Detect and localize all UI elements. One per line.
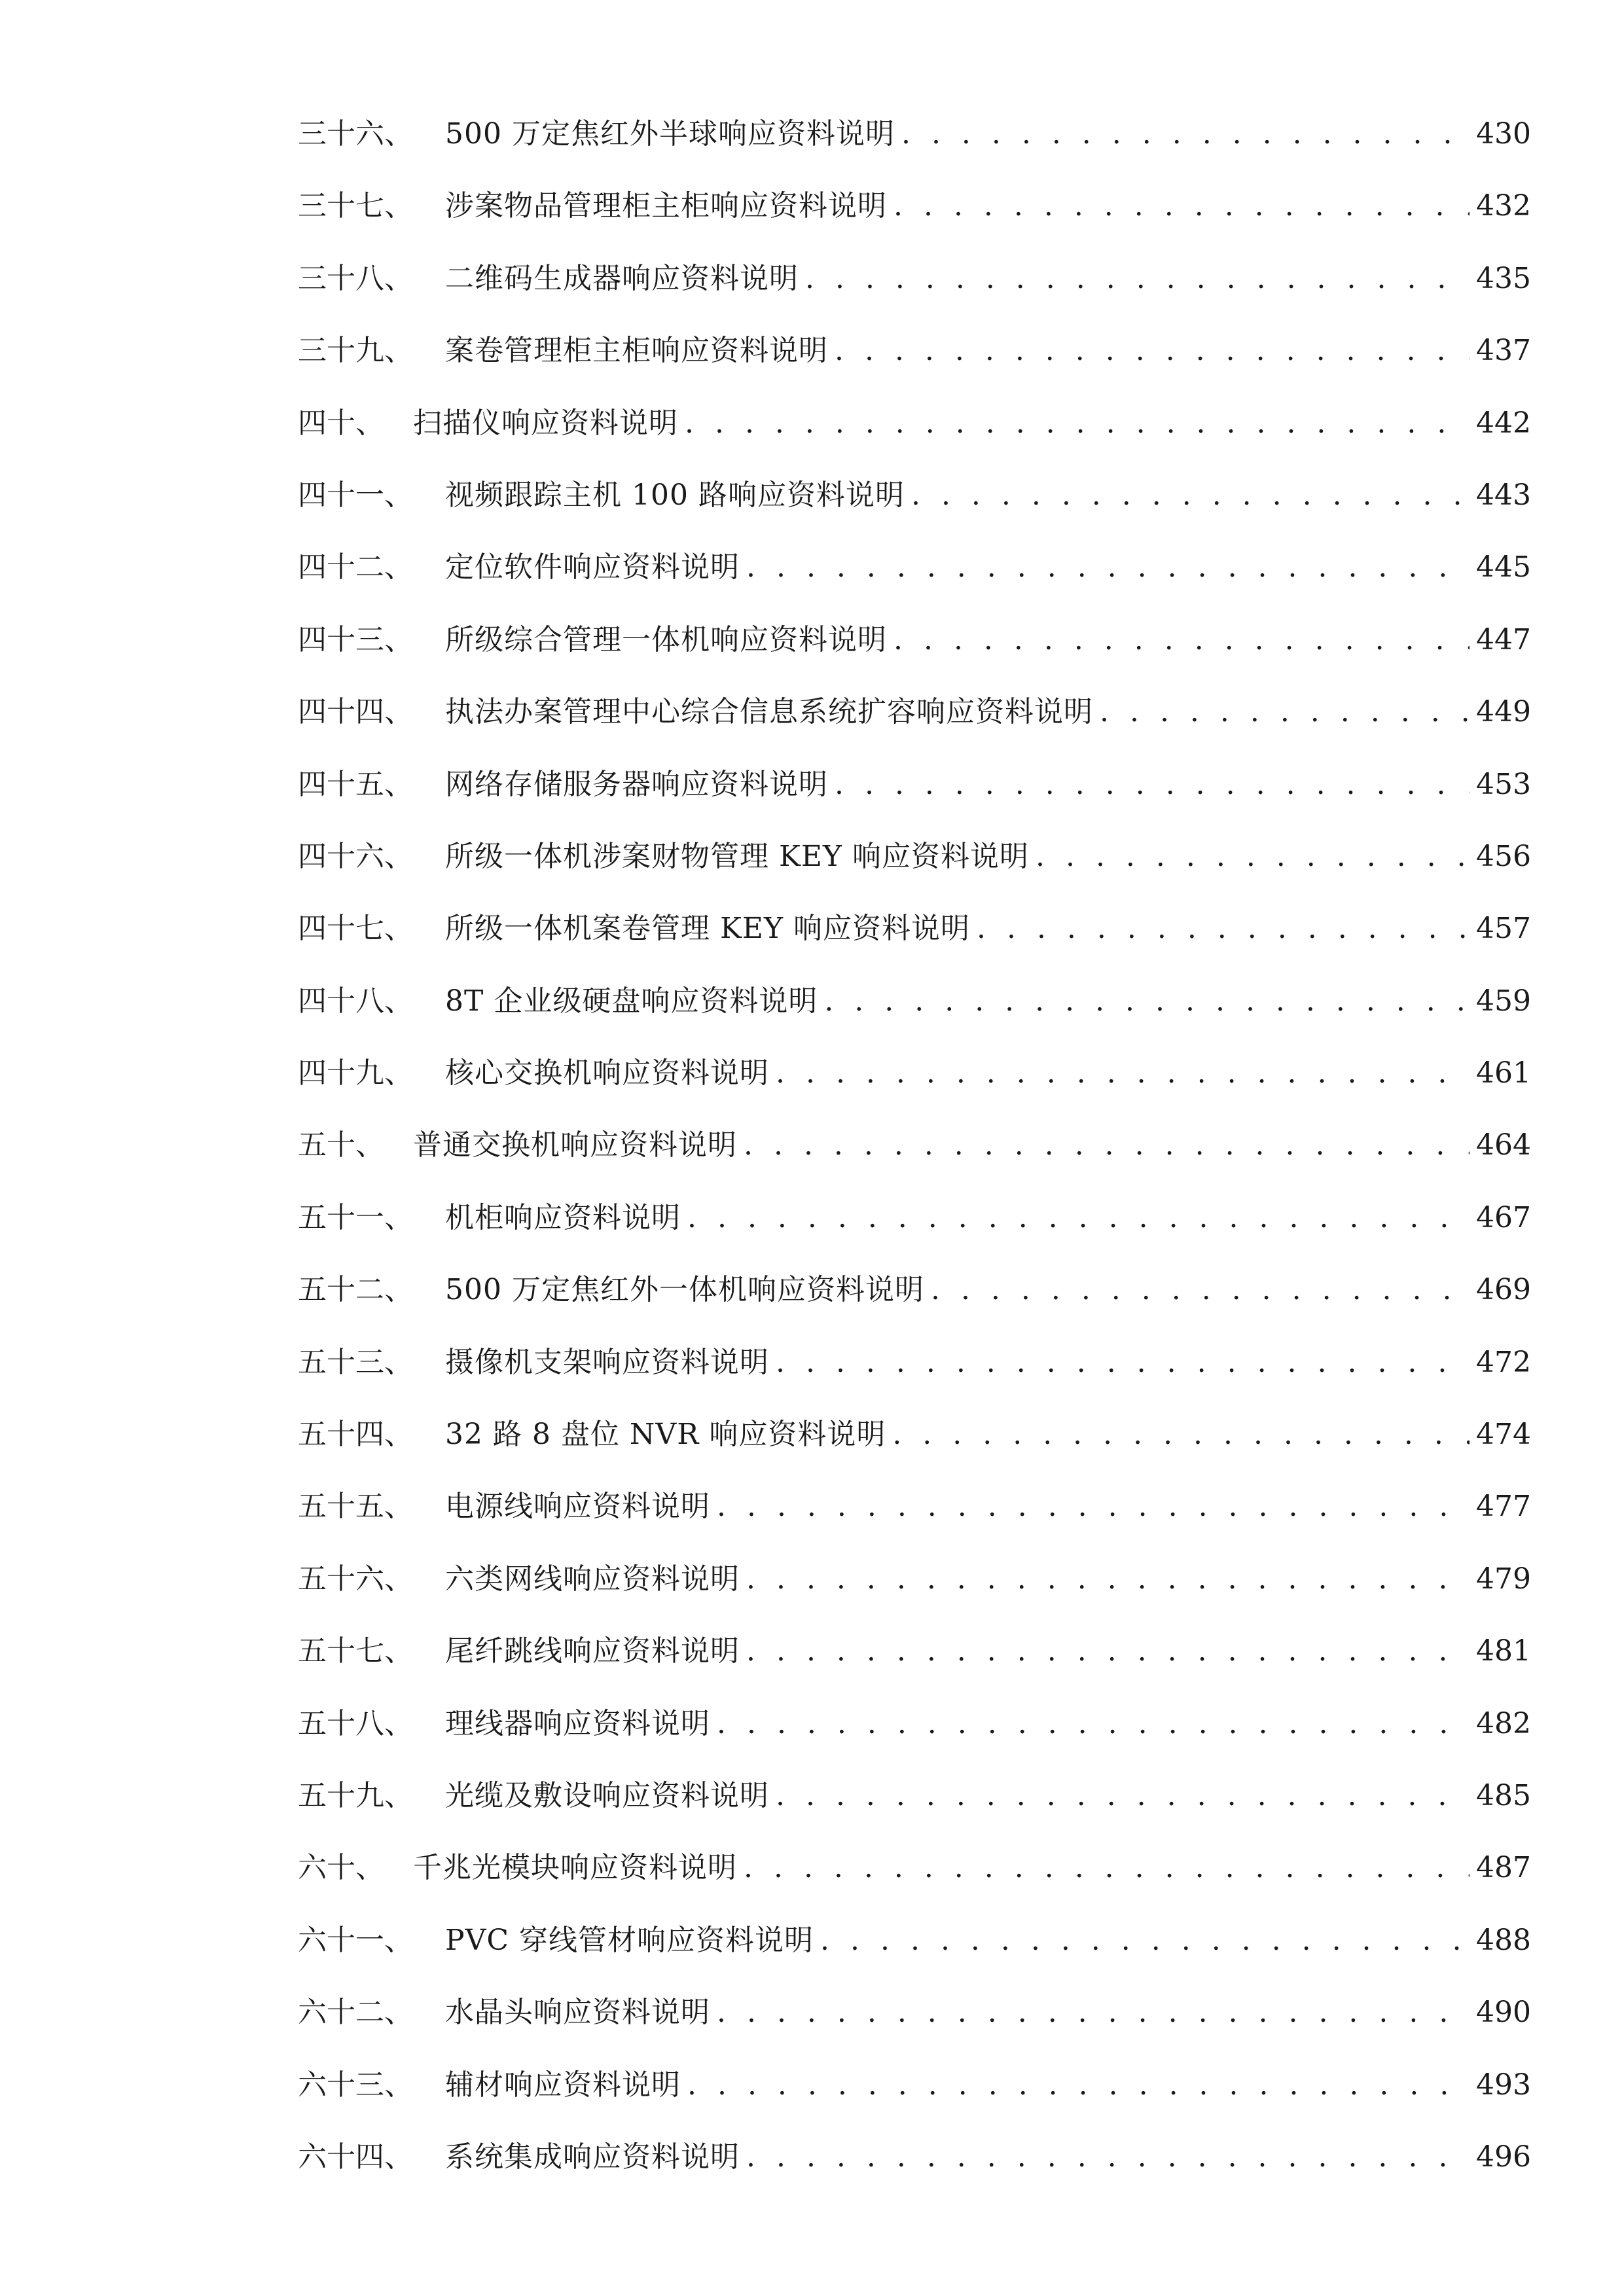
toc-entry[interactable] xyxy=(298,2121,1531,2193)
toc-dot-leader xyxy=(911,459,1470,531)
toc-entry-number: 五十二、 xyxy=(298,1273,413,1307)
toc-entry-number: 三十七、 xyxy=(298,189,413,223)
toc-dot-leader xyxy=(893,604,1470,676)
toc-entry-number: 六十二、 xyxy=(298,1996,413,2030)
toc-entry-page: 479 xyxy=(1476,1562,1531,1596)
toc-entry-title: 普通交换机响应资料说明 xyxy=(413,1128,737,1162)
toc-entry[interactable] xyxy=(298,531,1531,603)
toc-entry-title: 扫描仪响应资料说明 xyxy=(413,406,678,440)
toc-entry-title: 尾纤跳线响应资料说明 xyxy=(445,1634,740,1668)
toc-entry-page: 443 xyxy=(1476,478,1531,512)
toc-dot-leader xyxy=(687,1182,1470,1254)
toc-entry[interactable] xyxy=(298,98,1531,170)
toc-entry-number: 三十九、 xyxy=(298,334,413,368)
toc-entry-number: 五十八、 xyxy=(298,1706,413,1740)
toc-entry-page: 456 xyxy=(1476,839,1531,873)
toc-entry-page: 432 xyxy=(1476,189,1531,223)
toc-entry[interactable] xyxy=(298,315,1531,387)
toc-entry[interactable] xyxy=(298,1977,1531,2049)
toc-entry-title: 千兆光模块响应资料说明 xyxy=(413,1851,737,1885)
toc-entry[interactable] xyxy=(298,676,1531,748)
toc-entry[interactable] xyxy=(298,1832,1531,1904)
toc-entry[interactable] xyxy=(298,1760,1531,1832)
toc-entry-page: 488 xyxy=(1476,1923,1531,1957)
toc-entry[interactable] xyxy=(298,821,1531,893)
toc-dot-leader xyxy=(892,1399,1470,1471)
toc-dot-leader xyxy=(977,893,1470,965)
toc-entry-page: 482 xyxy=(1476,1706,1531,1740)
toc-entry-title: 系统集成响应资料说明 xyxy=(445,2140,740,2174)
toc-entry-page: 474 xyxy=(1476,1418,1531,1452)
toc-dot-leader xyxy=(746,1543,1470,1615)
toc-entry[interactable] xyxy=(298,749,1531,821)
toc-entry-title: 500 万定焦红外一体机响应资料说明 xyxy=(445,1273,924,1307)
toc-entry-page: 430 xyxy=(1476,117,1531,151)
toc-entry[interactable] xyxy=(298,1543,1531,1615)
toc-dot-leader xyxy=(835,749,1470,821)
toc-entry-title: 光缆及敷设响应资料说明 xyxy=(445,1778,769,1812)
toc-entry-title: 六类网线响应资料说明 xyxy=(445,1562,740,1596)
toc-entry-title: 核心交换机响应资料说明 xyxy=(445,1056,769,1090)
toc-entry-page: 437 xyxy=(1476,334,1531,368)
toc-entry-title: 案卷管理柜主柜响应资料说明 xyxy=(445,334,828,368)
toc-dot-leader xyxy=(685,387,1470,459)
toc-entry-number: 四十四、 xyxy=(298,695,413,729)
toc-entry[interactable] xyxy=(298,1399,1531,1471)
toc-entry-title: 32 路 8 盘位 NVR 响应资料说明 xyxy=(445,1418,886,1452)
toc-entry[interactable] xyxy=(298,893,1531,965)
toc-entry-page: 442 xyxy=(1476,406,1531,440)
toc-dot-leader xyxy=(717,1471,1470,1543)
toc-entry[interactable] xyxy=(298,243,1531,315)
toc-dot-leader xyxy=(717,1977,1470,2049)
toc-entry-page: 467 xyxy=(1476,1200,1531,1234)
toc-dot-leader xyxy=(717,1688,1470,1760)
toc-entry-number: 五十六、 xyxy=(298,1562,413,1596)
table-of-contents xyxy=(298,98,1531,2193)
toc-entry-number: 四十五、 xyxy=(298,767,413,801)
toc-dot-leader xyxy=(824,965,1470,1037)
toc-entry-page: 472 xyxy=(1476,1345,1531,1379)
toc-entry[interactable] xyxy=(298,1327,1531,1399)
toc-dot-leader xyxy=(746,531,1470,603)
toc-dot-leader xyxy=(744,1109,1470,1181)
toc-dot-leader xyxy=(893,170,1470,242)
toc-entry[interactable] xyxy=(298,1182,1531,1254)
toc-entry[interactable] xyxy=(298,1615,1531,1687)
toc-entry[interactable] xyxy=(298,1254,1531,1326)
toc-entry-page: 485 xyxy=(1476,1778,1531,1812)
toc-dot-leader xyxy=(687,2049,1470,2121)
toc-entry-page: 496 xyxy=(1476,2140,1531,2174)
toc-entry-title: 网络存储服务器响应资料说明 xyxy=(445,767,828,801)
toc-entry-title: 摄像机支架响应资料说明 xyxy=(445,1345,769,1379)
toc-dot-leader xyxy=(746,1615,1470,1687)
toc-entry[interactable] xyxy=(298,1109,1531,1181)
toc-entry-number: 六十、 xyxy=(298,1851,384,1885)
toc-dot-leader xyxy=(1100,676,1470,748)
toc-dot-leader xyxy=(901,98,1470,170)
toc-entry-title: 涉案物品管理柜主柜响应资料说明 xyxy=(445,189,887,223)
toc-entry-page: 469 xyxy=(1476,1273,1531,1307)
toc-entry[interactable] xyxy=(298,170,1531,242)
toc-dot-leader xyxy=(931,1254,1470,1326)
toc-entry-title: 机柜响应资料说明 xyxy=(445,1200,681,1234)
toc-entry-page: 477 xyxy=(1476,1490,1531,1524)
toc-entry-number: 六十四、 xyxy=(298,2140,413,2174)
toc-entry[interactable] xyxy=(298,1905,1531,1977)
toc-entry-title: 所级一体机案卷管理 KEY 响应资料说明 xyxy=(445,912,971,946)
toc-entry-number: 六十三、 xyxy=(298,2068,413,2102)
toc-entry-page: 453 xyxy=(1476,767,1531,801)
toc-dot-leader xyxy=(776,1327,1470,1399)
toc-entry-page: 487 xyxy=(1476,1851,1531,1885)
toc-entry-title: 执法办案管理中心综合信息系统扩容响应资料说明 xyxy=(445,695,1093,729)
toc-entry-number: 五十五、 xyxy=(298,1490,413,1524)
toc-entry[interactable] xyxy=(298,604,1531,676)
toc-entry-page: 449 xyxy=(1476,695,1531,729)
toc-entry-number: 四十、 xyxy=(298,406,384,440)
toc-entry[interactable] xyxy=(298,459,1531,531)
toc-dot-leader xyxy=(746,2121,1470,2193)
toc-entry-page: 464 xyxy=(1476,1128,1531,1162)
toc-entry-page: 481 xyxy=(1476,1634,1531,1668)
toc-dot-leader xyxy=(1036,821,1470,893)
toc-entry-title: 8T 企业级硬盘响应资料说明 xyxy=(445,984,818,1018)
toc-entry-number: 五十一、 xyxy=(298,1200,413,1234)
toc-entry-page: 447 xyxy=(1476,622,1531,656)
toc-entry-title: 500 万定焦红外半球响应资料说明 xyxy=(445,117,895,151)
toc-entry-title: 定位软件响应资料说明 xyxy=(445,550,740,584)
toc-entry-number: 四十六、 xyxy=(298,839,413,873)
toc-dot-leader xyxy=(835,315,1470,387)
toc-entry-title: 二维码生成器响应资料说明 xyxy=(445,261,799,295)
toc-entry-number: 四十一、 xyxy=(298,478,413,512)
toc-entry-number: 三十八、 xyxy=(298,261,413,295)
toc-entry-number: 五十七、 xyxy=(298,1634,413,1668)
toc-entry-number: 四十七、 xyxy=(298,912,413,946)
toc-entry-page: 435 xyxy=(1476,261,1531,295)
toc-entry-title: 理线器响应资料说明 xyxy=(445,1706,710,1740)
toc-entry[interactable] xyxy=(298,965,1531,1037)
toc-entry-title: 电源线响应资料说明 xyxy=(445,1490,710,1524)
toc-dot-leader xyxy=(805,243,1470,315)
toc-dot-leader xyxy=(776,1037,1470,1109)
toc-entry[interactable] xyxy=(298,2049,1531,2121)
toc-dot-leader xyxy=(744,1832,1470,1904)
toc-entry[interactable] xyxy=(298,1037,1531,1109)
toc-entry-page: 457 xyxy=(1476,912,1531,946)
toc-entry-page: 461 xyxy=(1476,1056,1531,1090)
toc-entry[interactable] xyxy=(298,1688,1531,1760)
toc-entry-number: 四十九、 xyxy=(298,1056,413,1090)
toc-entry-page: 459 xyxy=(1476,984,1531,1018)
toc-dot-leader xyxy=(776,1760,1470,1832)
toc-entry-title: 水晶头响应资料说明 xyxy=(445,1996,710,2030)
toc-entry-number: 六十一、 xyxy=(298,1923,413,1957)
toc-entry[interactable] xyxy=(298,1471,1531,1543)
toc-entry-number: 五十、 xyxy=(298,1128,384,1162)
toc-entry-page: 445 xyxy=(1476,550,1531,584)
toc-entry-number: 四十二、 xyxy=(298,550,413,584)
toc-entry-title: 辅材响应资料说明 xyxy=(445,2068,681,2102)
toc-entry-title: PVC 穿线管材响应资料说明 xyxy=(445,1923,814,1957)
toc-entry-number: 四十三、 xyxy=(298,622,413,656)
toc-entry-number: 五十三、 xyxy=(298,1345,413,1379)
toc-entry-page: 490 xyxy=(1476,1996,1531,2030)
toc-entry-number: 四十八、 xyxy=(298,984,413,1018)
toc-entry-page: 493 xyxy=(1476,2068,1531,2102)
toc-entry-number: 五十四、 xyxy=(298,1418,413,1452)
toc-dot-leader xyxy=(820,1905,1470,1977)
toc-entry-title: 视频跟踪主机 100 路响应资料说明 xyxy=(445,478,905,512)
toc-entry-number: 五十九、 xyxy=(298,1778,413,1812)
toc-entry-title: 所级综合管理一体机响应资料说明 xyxy=(445,622,887,656)
toc-entry-number: 三十六、 xyxy=(298,117,413,151)
toc-entry-title: 所级一体机涉案财物管理 KEY 响应资料说明 xyxy=(445,839,1030,873)
toc-entry[interactable] xyxy=(298,387,1531,459)
